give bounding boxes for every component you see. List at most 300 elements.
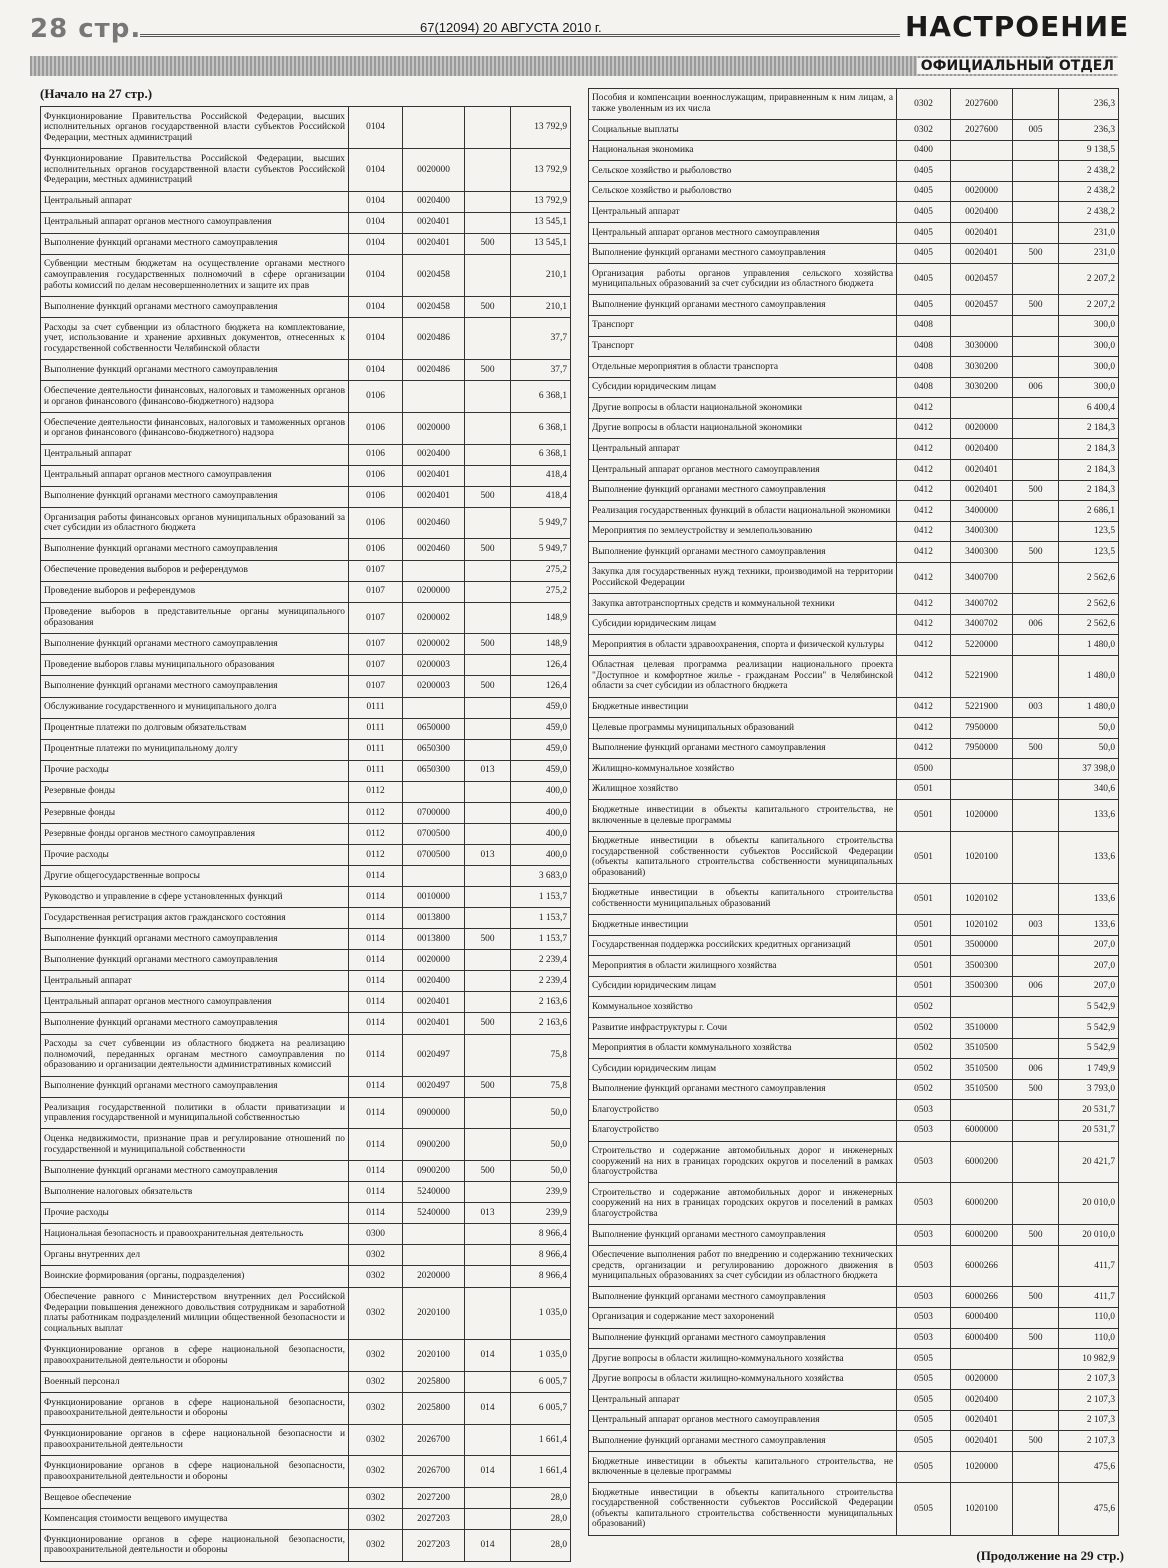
target-code-cell: 0900200 <box>403 1161 465 1182</box>
target-code-cell: 2027600 <box>951 120 1013 141</box>
item-name-cell: Национальная экономика <box>589 140 897 161</box>
expense-type-cell <box>465 1097 511 1129</box>
expense-type-cell <box>1013 140 1059 161</box>
expense-type-cell <box>1013 357 1059 378</box>
amount-cell: 8 966,4 <box>511 1224 571 1245</box>
item-name-cell: Государственная регистрация актов гражданского состояния <box>41 908 349 929</box>
section-code-cell: 0505 <box>897 1369 951 1390</box>
amount-cell: 207,0 <box>1059 956 1119 977</box>
target-code-cell: 3400700 <box>951 562 1013 593</box>
section-code-cell: 0505 <box>897 1431 951 1452</box>
table-row <box>41 760 571 781</box>
amount-cell: 2 107,3 <box>1059 1410 1119 1431</box>
item-name-cell: Пособия и компенсации военнослужащим, приравненным к ним лицам, а также уволенным из их числа <box>589 89 897 120</box>
amount-cell: 50,0 <box>511 1129 571 1161</box>
amount-cell: 126,4 <box>511 676 571 697</box>
item-name-cell: Организация и содержание мест захоронений <box>589 1307 897 1328</box>
section-code-cell: 0501 <box>897 831 951 883</box>
expense-type-cell <box>465 887 511 908</box>
amount-cell: 37,7 <box>511 318 571 360</box>
expense-type-cell <box>1013 1038 1059 1059</box>
item-name-cell: Отдельные мероприятия в области транспорта <box>589 357 897 378</box>
expense-type-cell: 500 <box>1013 1328 1059 1349</box>
item-name-cell: Функционирование органов в сфере национальной безопасности, правоохранительной деятельности и обороны <box>41 1393 349 1425</box>
item-name-cell: Прочие расходы <box>41 844 349 865</box>
expense-type-cell: 500 <box>1013 738 1059 759</box>
target-code-cell: 6000400 <box>951 1328 1013 1349</box>
expense-type-cell <box>465 1488 511 1509</box>
amount-cell: 210,1 <box>511 296 571 317</box>
expense-type-cell: 500 <box>1013 1079 1059 1100</box>
target-code-cell: 5221900 <box>951 697 1013 718</box>
item-name-cell: Национальная безопасность и правоохранительная деятельность <box>41 1224 349 1245</box>
expense-type-cell <box>1013 1120 1059 1141</box>
item-name-cell: Прочие расходы <box>41 760 349 781</box>
amount-cell: 2 207,2 <box>1059 264 1119 295</box>
item-name-cell: Сельское хозяйство и рыболовство <box>589 161 897 182</box>
section-code-cell: 0302 <box>897 89 951 120</box>
expense-type-cell <box>465 1287 511 1340</box>
expense-type-cell <box>1013 779 1059 800</box>
expense-type-cell <box>1013 501 1059 522</box>
section-code-cell: 0114 <box>349 1182 403 1203</box>
amount-cell: 3 793,0 <box>1059 1079 1119 1100</box>
amount-cell: 2 239,4 <box>511 971 571 992</box>
target-code-cell: 6000266 <box>951 1245 1013 1287</box>
section-title: ОФИЦИАЛЬНЫЙ ОТДЕЛ <box>917 58 1118 74</box>
table-row <box>589 1349 1119 1370</box>
target-code-cell <box>951 1100 1013 1121</box>
target-code-cell: 3400702 <box>951 594 1013 615</box>
target-code-cell: 5240000 <box>403 1182 465 1203</box>
expense-type-cell <box>1013 1390 1059 1411</box>
expense-type-cell <box>465 655 511 676</box>
section-code-cell: 0114 <box>349 887 403 908</box>
expense-type-cell <box>1013 460 1059 481</box>
expense-type-cell <box>1013 997 1059 1018</box>
amount-cell: 126,4 <box>511 655 571 676</box>
table-row <box>589 831 1119 883</box>
item-name-cell: Процентные платежи по долговым обязательствам <box>41 718 349 739</box>
target-code-cell <box>403 697 465 718</box>
amount-cell: 20 531,7 <box>1059 1100 1119 1121</box>
table-row <box>41 655 571 676</box>
amount-cell: 6 368,1 <box>511 444 571 465</box>
amount-cell: 400,0 <box>511 823 571 844</box>
item-name-cell: Строительство и содержание автомобильных дорог и инженерных сооружений на них в границах городских округов и поселений в рамках благоустройства <box>589 1141 897 1183</box>
amount-cell: 2 184,3 <box>1059 418 1119 439</box>
target-code-cell: 0020401 <box>951 460 1013 481</box>
table-row <box>41 929 571 950</box>
target-code-cell: 2020000 <box>403 1266 465 1287</box>
section-code-cell: 0408 <box>897 336 951 357</box>
table-row <box>589 1059 1119 1080</box>
table-row <box>41 802 571 823</box>
page-header <box>0 0 1168 80</box>
section-code-cell: 0412 <box>897 480 951 501</box>
expense-type-cell <box>1013 315 1059 336</box>
section-code-cell: 0302 <box>349 1393 403 1425</box>
expense-type-cell <box>1013 521 1059 542</box>
expense-type-cell: 500 <box>465 486 511 507</box>
item-name-cell: Центральный аппарат органов местного самоуправления <box>589 460 897 481</box>
table-row <box>41 602 571 634</box>
expense-type-cell: 500 <box>1013 1287 1059 1308</box>
item-name-cell: Выполнение функций органами местного самоуправления <box>41 929 349 950</box>
expense-type-cell <box>465 739 511 760</box>
section-code-cell: 0412 <box>897 460 951 481</box>
table-row <box>589 594 1119 615</box>
target-code-cell: 0650300 <box>403 760 465 781</box>
section-code-cell: 0107 <box>349 602 403 634</box>
section-code-cell: 0412 <box>897 738 951 759</box>
amount-cell: 459,0 <box>511 697 571 718</box>
amount-cell: 2 107,3 <box>1059 1390 1119 1411</box>
item-name-cell: Выполнение функций органами местного самоуправления <box>589 1328 897 1349</box>
table-row <box>41 381 571 413</box>
amount-cell: 28,0 <box>511 1488 571 1509</box>
table-row <box>41 718 571 739</box>
table-row <box>41 823 571 844</box>
expense-type-cell: 500 <box>465 1076 511 1097</box>
expense-type-cell <box>1013 800 1059 831</box>
amount-cell: 20 010,0 <box>1059 1225 1119 1246</box>
section-code-cell: 0111 <box>349 718 403 739</box>
target-code-cell: 0020401 <box>403 212 465 233</box>
item-name-cell: Проведение выборов и референдумов <box>41 581 349 602</box>
target-code-cell: 0700500 <box>403 844 465 865</box>
expense-type-cell <box>465 781 511 802</box>
amount-cell: 28,0 <box>511 1530 571 1562</box>
expense-type-cell <box>1013 1483 1059 1535</box>
amount-cell: 418,4 <box>511 486 571 507</box>
amount-cell: 20 421,7 <box>1059 1141 1119 1183</box>
table-row <box>589 779 1119 800</box>
target-code-cell: 3030200 <box>951 377 1013 398</box>
expense-type-cell <box>1013 884 1059 915</box>
item-name-cell: Резервные фонды <box>41 802 349 823</box>
expense-type-cell <box>1013 935 1059 956</box>
target-code-cell: 2027600 <box>951 89 1013 120</box>
item-name-cell: Закупка автотранспортных средств и коммунальной техники <box>589 594 897 615</box>
item-name-cell: Процентные платежи по муниципальному долгу <box>41 739 349 760</box>
expense-type-cell <box>465 581 511 602</box>
amount-cell: 75,8 <box>511 1076 571 1097</box>
item-name-cell: Выполнение функций органами местного самоуправления <box>41 486 349 507</box>
target-code-cell <box>403 781 465 802</box>
expense-type-cell: 003 <box>1013 915 1059 936</box>
section-code-cell: 0106 <box>349 444 403 465</box>
table-row <box>41 318 571 360</box>
target-code-cell: 7950000 <box>951 718 1013 739</box>
target-code-cell: 3400000 <box>951 501 1013 522</box>
section-code-cell: 0505 <box>897 1390 951 1411</box>
item-name-cell: Выполнение налоговых обязательств <box>41 1182 349 1203</box>
amount-cell: 6 005,7 <box>511 1372 571 1393</box>
section-code-cell: 0503 <box>897 1120 951 1141</box>
expense-type-cell <box>1013 223 1059 244</box>
expense-type-cell: 500 <box>465 296 511 317</box>
table-row <box>41 1182 571 1203</box>
table-row <box>589 357 1119 378</box>
section-code-cell: 0503 <box>897 1328 951 1349</box>
table-row <box>589 1369 1119 1390</box>
expense-type-cell <box>465 1034 511 1076</box>
amount-cell: 1 661,4 <box>511 1456 571 1488</box>
target-code-cell: 1020100 <box>951 831 1013 883</box>
section-code-cell: 0107 <box>349 655 403 676</box>
target-code-cell: 0020486 <box>403 360 465 381</box>
amount-cell: 207,0 <box>1059 935 1119 956</box>
section-code-cell: 0106 <box>349 465 403 486</box>
amount-cell: 6 005,7 <box>511 1393 571 1425</box>
amount-cell: 13 792,9 <box>511 107 571 149</box>
amount-cell: 148,9 <box>511 602 571 634</box>
amount-cell: 2 438,2 <box>1059 161 1119 182</box>
section-code-cell: 0112 <box>349 823 403 844</box>
target-code-cell: 0013800 <box>403 908 465 929</box>
target-code-cell: 0020401 <box>951 243 1013 264</box>
amount-cell: 400,0 <box>511 781 571 802</box>
target-code-cell: 3500300 <box>951 976 1013 997</box>
item-name-cell: Руководство и управление в сфере установленных функций <box>41 887 349 908</box>
target-code-cell: 1020102 <box>951 915 1013 936</box>
expense-type-cell <box>1013 1018 1059 1039</box>
amount-cell: 459,0 <box>511 718 571 739</box>
section-code-cell: 0412 <box>897 655 951 697</box>
table-row <box>41 444 571 465</box>
expense-type-cell <box>1013 831 1059 883</box>
section-code-cell: 0502 <box>897 997 951 1018</box>
amount-cell: 2 207,2 <box>1059 295 1119 316</box>
target-code-cell: 0020401 <box>403 233 465 254</box>
expense-type-cell: 006 <box>1013 1059 1059 1080</box>
table-row <box>41 634 571 655</box>
target-code-cell: 6000266 <box>951 1287 1013 1308</box>
target-code-cell: 5220000 <box>951 635 1013 656</box>
item-name-cell: Выполнение функций органами местного самоуправления <box>41 296 349 317</box>
expense-type-cell <box>1013 1452 1059 1483</box>
budget-table-right <box>588 88 1119 1536</box>
table-row <box>589 884 1119 915</box>
amount-cell: 8 966,4 <box>511 1266 571 1287</box>
section-code-cell: 0503 <box>897 1100 951 1121</box>
expense-type-cell <box>465 866 511 887</box>
expense-type-cell: 005 <box>1013 120 1059 141</box>
table-row <box>41 1097 571 1129</box>
table-row <box>41 1287 571 1340</box>
item-name-cell: Выполнение функций органами местного самоуправления <box>41 1161 349 1182</box>
amount-cell: 1 153,7 <box>511 887 571 908</box>
expense-type-cell <box>465 254 511 296</box>
section-code-cell: 0107 <box>349 581 403 602</box>
target-code-cell: 0020401 <box>951 223 1013 244</box>
table-row <box>41 581 571 602</box>
issue-line: 67(12094) 20 АВГУСТА 2010 г. <box>420 20 602 35</box>
amount-cell: 10 982,9 <box>1059 1349 1119 1370</box>
amount-cell: 2 562,6 <box>1059 594 1119 615</box>
expense-type-cell <box>1013 418 1059 439</box>
item-name-cell: Бюджетные инвестиции в объекты капитального строительства государственной собственности субъектов Российской Федерации (объекты капитального строительства собственности муниципальных образований) <box>589 1483 897 1535</box>
expense-type-cell: 013 <box>465 844 511 865</box>
section-code-cell: 0114 <box>349 992 403 1013</box>
expense-type-cell: 500 <box>1013 480 1059 501</box>
target-code-cell: 3510500 <box>951 1038 1013 1059</box>
amount-cell: 20 010,0 <box>1059 1183 1119 1225</box>
expense-type-cell <box>465 191 511 212</box>
amount-cell: 1 153,7 <box>511 908 571 929</box>
target-code-cell <box>951 140 1013 161</box>
newspaper-brand: НАСТРОЕНИЕ <box>905 10 1130 43</box>
section-code-cell: 0302 <box>349 1509 403 1530</box>
item-name-cell: Центральный аппарат <box>589 202 897 223</box>
amount-cell: 13 792,9 <box>511 191 571 212</box>
amount-cell: 50,0 <box>511 1161 571 1182</box>
amount-cell: 50,0 <box>1059 718 1119 739</box>
target-code-cell: 0650000 <box>403 718 465 739</box>
item-name-cell: Выполнение функций органами местного самоуправления <box>41 950 349 971</box>
amount-cell: 2 107,3 <box>1059 1369 1119 1390</box>
table-row <box>41 781 571 802</box>
expense-type-cell <box>465 381 511 413</box>
item-name-cell: Выполнение функций органами местного самоуправления <box>589 1287 897 1308</box>
amount-cell: 133,6 <box>1059 831 1119 883</box>
target-code-cell: 2025800 <box>403 1393 465 1425</box>
item-name-cell: Выполнение функций органами местного самоуправления <box>41 634 349 655</box>
section-code-cell: 0112 <box>349 844 403 865</box>
target-code-cell: 0700500 <box>403 823 465 844</box>
item-name-cell: Центральный аппарат <box>41 444 349 465</box>
amount-cell: 6 368,1 <box>511 412 571 444</box>
target-code-cell <box>403 107 465 149</box>
target-code-cell: 0200003 <box>403 676 465 697</box>
item-name-cell: Другие вопросы в области жилищно-коммунального хозяйства <box>589 1369 897 1390</box>
expense-type-cell <box>465 1224 511 1245</box>
item-name-cell: Выполнение функций органами местного самоуправления <box>41 539 349 560</box>
table-row <box>41 971 571 992</box>
item-name-cell: Обеспечение проведения выборов и референдумов <box>41 560 349 581</box>
target-code-cell: 0200002 <box>403 634 465 655</box>
continued-from-note: (Начало на 27 стр.) <box>40 86 153 101</box>
target-code-cell: 0020400 <box>403 971 465 992</box>
expense-type-cell: 014 <box>465 1530 511 1562</box>
item-name-cell: Бюджетные инвестиции <box>589 915 897 936</box>
item-name-cell: Выполнение функций органами местного самоуправления <box>589 480 897 501</box>
table-row <box>589 1141 1119 1183</box>
expense-type-cell <box>465 1266 511 1287</box>
table-row <box>41 844 571 865</box>
amount-cell: 459,0 <box>511 739 571 760</box>
table-row <box>589 1225 1119 1246</box>
expense-type-cell: 500 <box>465 676 511 697</box>
item-name-cell: Мероприятия в области коммунального хозяйства <box>589 1038 897 1059</box>
item-name-cell: Субсидии юридическим лицам <box>589 976 897 997</box>
item-name-cell: Реализация государственной политики в области приватизации и управления государственной и муниципальной собственностью <box>41 1097 349 1129</box>
amount-cell: 300,0 <box>1059 357 1119 378</box>
section-code-cell: 0503 <box>897 1287 951 1308</box>
section-code-cell: 0405 <box>897 161 951 182</box>
table-row <box>589 800 1119 831</box>
table-row <box>589 1079 1119 1100</box>
expense-type-cell <box>1013 1245 1059 1287</box>
item-name-cell: Реализация государственных функций в области национальной экономики <box>589 501 897 522</box>
table-row <box>41 507 571 539</box>
expense-type-cell: 006 <box>1013 614 1059 635</box>
table-row <box>589 718 1119 739</box>
section-code-cell: 0408 <box>897 315 951 336</box>
table-row <box>589 738 1119 759</box>
item-name-cell: Субсидии юридическим лицам <box>589 1059 897 1080</box>
table-row <box>589 1483 1119 1535</box>
target-code-cell: 1020100 <box>951 1483 1013 1535</box>
table-row <box>589 1390 1119 1411</box>
target-code-cell: 0020460 <box>403 507 465 539</box>
section-code-cell: 0302 <box>349 1456 403 1488</box>
item-name-cell: Центральный аппарат органов местного самоуправления <box>589 1410 897 1431</box>
expense-type-cell: 003 <box>1013 697 1059 718</box>
section-code-cell: 0302 <box>349 1266 403 1287</box>
amount-cell: 6 368,1 <box>511 381 571 413</box>
table-row <box>41 560 571 581</box>
item-name-cell: Проведение выборов в представительные органы муниципального образования <box>41 602 349 634</box>
table-row <box>41 676 571 697</box>
table-row <box>41 1456 571 1488</box>
amount-cell: 3 683,0 <box>511 866 571 887</box>
expense-type-cell <box>1013 1100 1059 1121</box>
section-code-cell: 0500 <box>897 759 951 780</box>
target-code-cell <box>403 1224 465 1245</box>
item-name-cell: Государственная поддержка российских кредитных организаций <box>589 935 897 956</box>
target-code-cell: 2027203 <box>403 1530 465 1562</box>
item-name-cell: Расходы за счет субвенции из областного бюджета на реализацию полномочий, переданных органам местного самоуправления по образованию и организации деятельности административных комиссий <box>41 1034 349 1076</box>
item-name-cell: Расходы за счет субвенции из областного бюджета на комплектование, учет, использование и хранение архивных документов, отнесенных к государственной собственности Челябинской области <box>41 318 349 360</box>
table-row <box>41 1129 571 1161</box>
item-name-cell: Обслуживание государственного и муниципального долга <box>41 697 349 718</box>
amount-cell: 13 545,1 <box>511 212 571 233</box>
amount-cell: 1 153,7 <box>511 929 571 950</box>
amount-cell: 123,5 <box>1059 542 1119 563</box>
item-name-cell: Выполнение функций органами местного самоуправления <box>589 1225 897 1246</box>
section-code-cell: 0112 <box>349 781 403 802</box>
target-code-cell: 0700000 <box>403 802 465 823</box>
amount-cell: 2 107,3 <box>1059 1431 1119 1452</box>
expense-type-cell: 006 <box>1013 377 1059 398</box>
amount-cell: 148,9 <box>511 634 571 655</box>
item-name-cell: Обеспечение деятельности финансовых, налоговых и таможенных органов и органов финансового (финансово-бюджетного) надзора <box>41 381 349 413</box>
section-code-cell: 0412 <box>897 501 951 522</box>
table-row <box>41 1340 571 1372</box>
table-row <box>41 191 571 212</box>
table-row <box>589 542 1119 563</box>
table-row <box>589 120 1119 141</box>
target-code-cell: 2027200 <box>403 1488 465 1509</box>
section-code-cell: 0111 <box>349 739 403 760</box>
target-code-cell: 6000200 <box>951 1183 1013 1225</box>
item-name-cell: Обеспечение равного с Министерством внутренних дел Российской Федерации повышения денежного довольствия сотрудникам и заработной платы работникам подразделений милиции общественной безопасности и социальных выплат <box>41 1287 349 1340</box>
expense-type-cell <box>465 1129 511 1161</box>
amount-cell: 20 531,7 <box>1059 1120 1119 1141</box>
amount-cell: 28,0 <box>511 1509 571 1530</box>
expense-type-cell: 014 <box>465 1456 511 1488</box>
section-code-cell: 0412 <box>897 594 951 615</box>
expense-type-cell <box>465 1424 511 1456</box>
table-row <box>589 635 1119 656</box>
amount-cell: 50,0 <box>1059 738 1119 759</box>
section-code-cell: 0114 <box>349 950 403 971</box>
section-code-cell: 0106 <box>349 381 403 413</box>
section-code-cell: 0503 <box>897 1141 951 1183</box>
table-row <box>41 1424 571 1456</box>
